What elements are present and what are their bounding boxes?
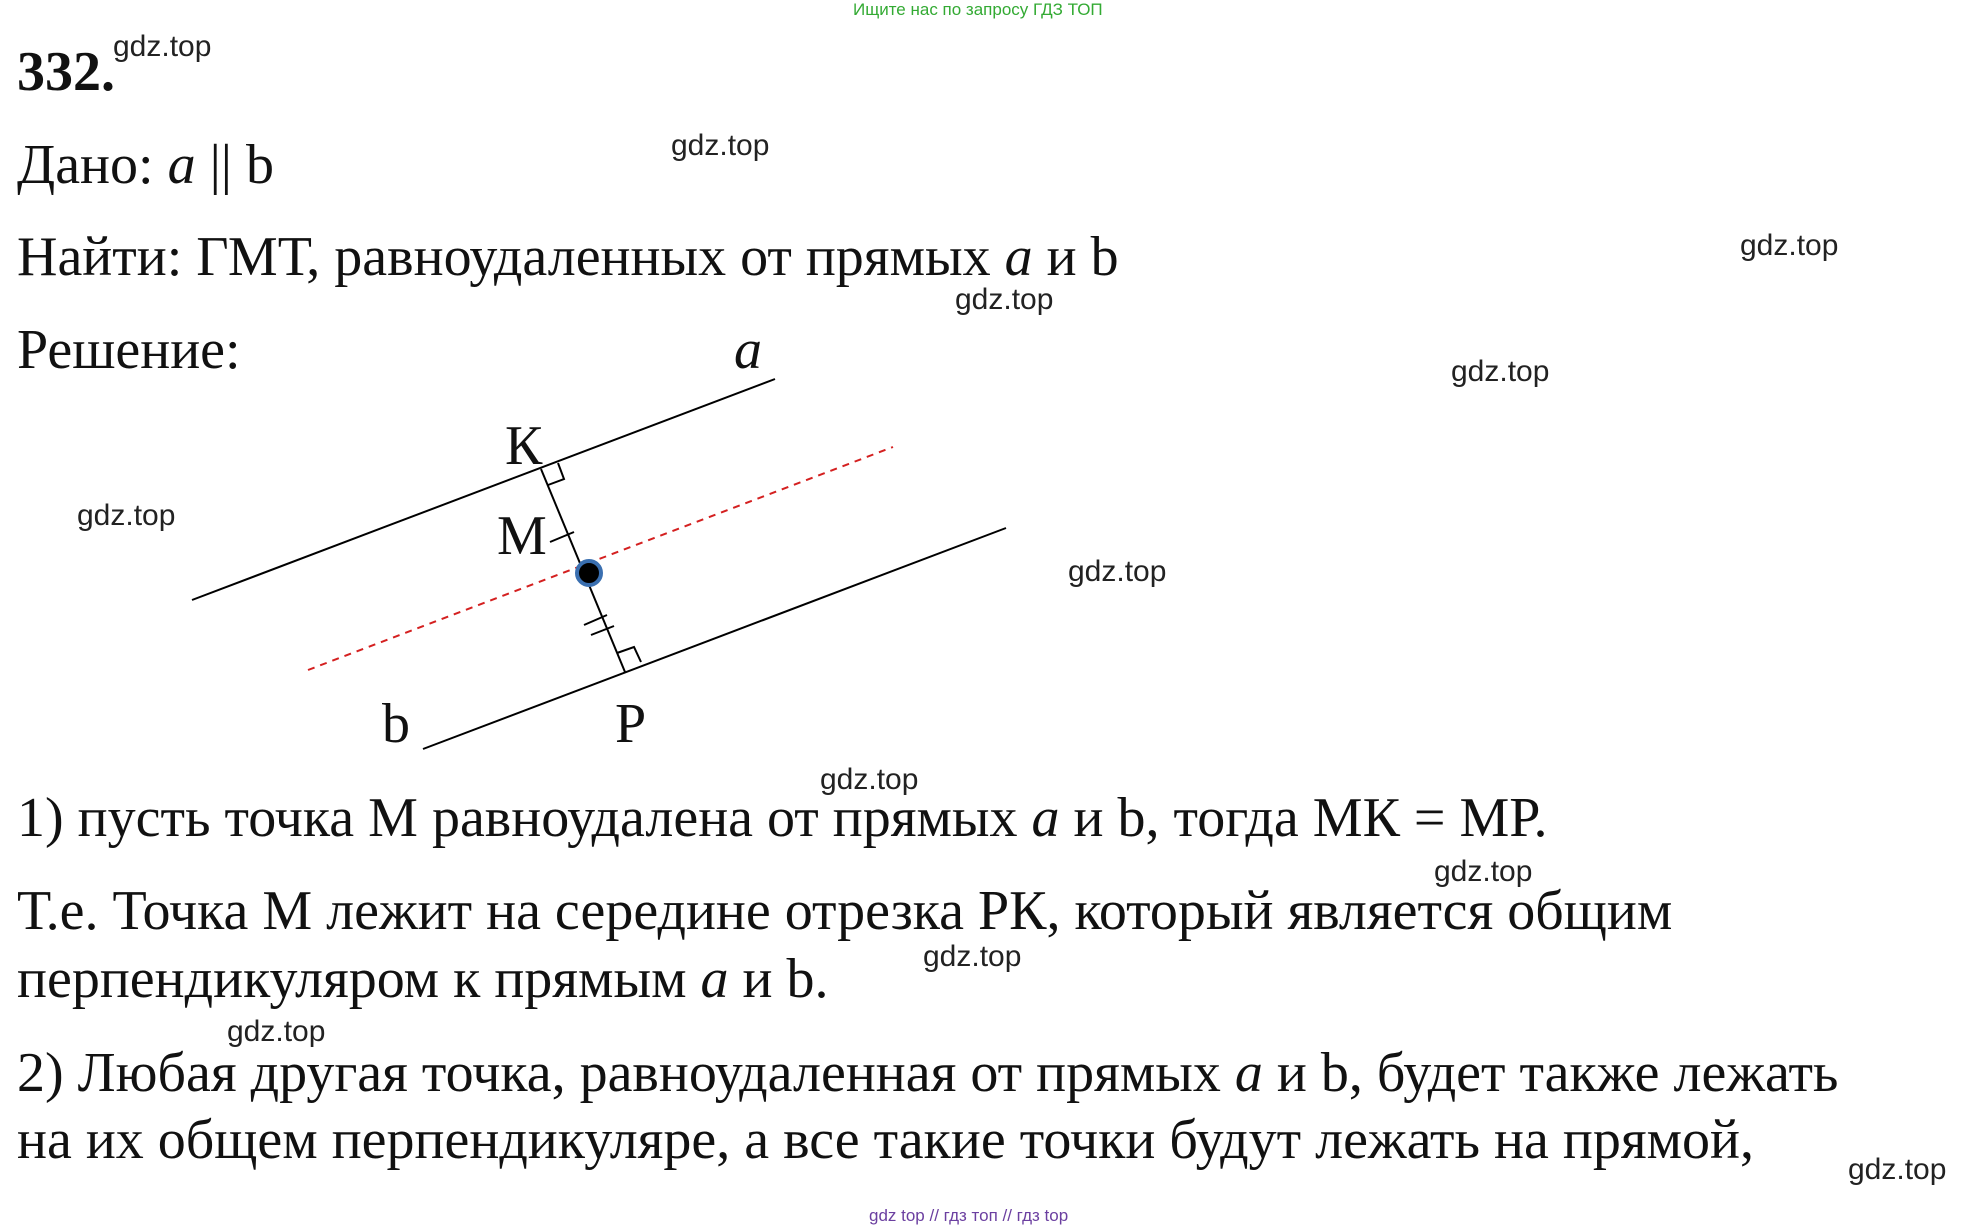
line-a — [192, 379, 775, 600]
watermark: gdz.top — [671, 129, 770, 162]
step-1-text: 1) пусть точка М равноудалена от прямых — [17, 787, 1032, 849]
step-1b-var-b: b — [786, 948, 815, 1010]
right-angle-k — [548, 463, 564, 485]
step-1b-post: . — [814, 948, 829, 1010]
step-1b-line-1: Т.е. Точка М лежит на середине отрезка РК, который является общим — [17, 880, 1673, 942]
find-var-b: b — [1090, 226, 1119, 288]
watermark: gdz.top — [113, 30, 212, 63]
step-1b-and: и — [728, 948, 787, 1010]
step-1b-var-a: a — [700, 948, 729, 1010]
watermark: gdz.top — [1848, 1153, 1947, 1186]
search-banner: Ищите нас по запросу ГДЗ ТОП — [853, 0, 1103, 19]
watermark: gdz.top — [955, 283, 1054, 316]
watermark: gdz.top — [77, 499, 176, 532]
watermark: gdz.top — [1740, 229, 1839, 262]
step-2-line-2: на их общем перпендикуляре, а все такие точки будут лежать на прямой, — [17, 1109, 1754, 1171]
given-parallel: || — [195, 134, 247, 196]
step-1-line — [17, 787, 1548, 849]
point-m — [577, 561, 601, 585]
label-line-a: a — [734, 319, 762, 381]
given-label: Дано: — [17, 134, 168, 196]
step-1-post: , тогда МК = МР. — [1145, 787, 1548, 849]
midline-locus — [308, 447, 893, 670]
step-1-var-b: b — [1117, 787, 1146, 849]
step-1b-line-2 — [17, 948, 829, 1010]
step-2-var-b: b — [1320, 1042, 1349, 1104]
solution-label: Решение: — [17, 319, 241, 381]
watermark: gdz.top — [923, 940, 1022, 973]
watermark: gdz.top — [820, 763, 919, 796]
watermark: gdz.top — [1451, 355, 1550, 388]
find-var-a: a — [1004, 226, 1033, 288]
watermark: gdz.top — [227, 1015, 326, 1048]
watermark: gdz.top — [1434, 855, 1533, 888]
label-point-p: Р — [615, 693, 647, 755]
find-label: Найти: ГМТ, равноудаленных от прямых — [17, 226, 1005, 288]
step-1-and: и — [1059, 787, 1118, 849]
label-line-b: b — [382, 693, 410, 755]
label-point-k: К — [505, 415, 543, 477]
watermark: gdz.top — [1068, 555, 1167, 588]
step-2-and: и — [1262, 1042, 1321, 1104]
step-2-line-1 — [17, 1042, 1839, 1104]
find-and: и — [1032, 226, 1091, 288]
step-1-var-a: a — [1031, 787, 1060, 849]
step-1b-text: перпендикуляром к прямым — [17, 948, 701, 1010]
step-2-post: , будет также лежать — [1348, 1042, 1839, 1104]
step-2-text: 2) Любая другая точка, равноудаленная от прямых — [17, 1042, 1235, 1104]
label-point-m: М — [497, 505, 547, 567]
given-var-b: b — [246, 134, 275, 196]
step-2-var-a: a — [1234, 1042, 1263, 1104]
problem-number: 332. — [17, 41, 115, 103]
tick-mark-mp-2 — [591, 626, 614, 635]
given-var-a: a — [167, 134, 196, 196]
footer-links: gdz top // гдз топ // гдз top — [869, 1206, 1069, 1225]
